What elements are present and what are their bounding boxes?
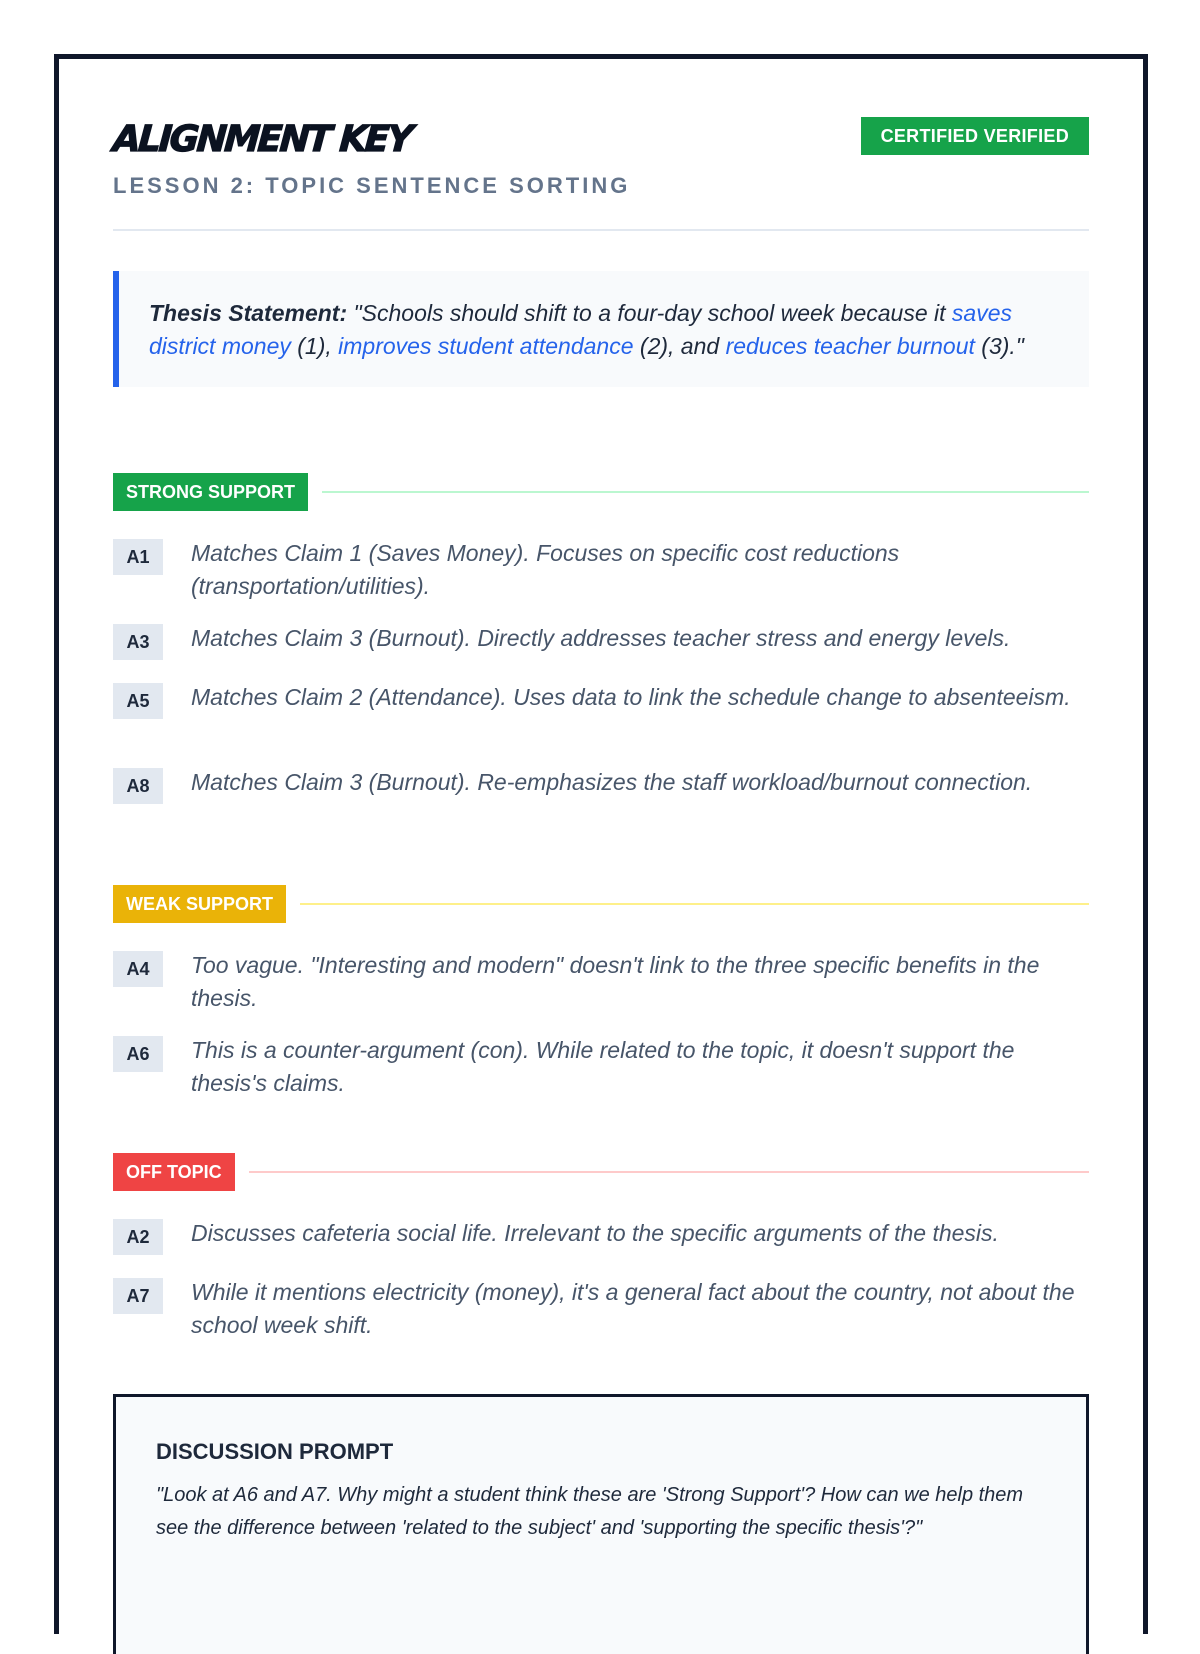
item-code: A7 <box>113 1278 163 1314</box>
status-badge: CERTIFIED VERIFIED <box>861 117 1089 155</box>
weak-support-divider <box>300 903 1089 905</box>
alignment-key-sheet <box>54 54 1148 1634</box>
thesis-label: Thesis Statement: <box>149 300 348 326</box>
item-description: This is a counter-argument (con). While related to the topic, it doesn't support the thesis's claims. <box>191 1037 1015 1096</box>
thesis-claim-3-number: (3)." <box>974 333 1024 359</box>
discussion-title: DISCUSSION PROMPT <box>156 1439 394 1464</box>
item-code: A5 <box>113 683 163 719</box>
off-topic-divider <box>249 1171 1089 1173</box>
item-description: Matches Claim 1 (Saves Money). Focuses on specific cost reductions (transportation/utilities). <box>191 540 900 599</box>
weak-support-badge: WEAK SUPPORT <box>113 885 286 923</box>
weak-support-header <box>113 885 1089 923</box>
strong-support-divider <box>322 491 1089 493</box>
thesis-claim-1-number: (1), <box>290 333 339 359</box>
item-description: Too vague. "Interesting and modern" doesn't link to the three specific benefits in the thesis. <box>191 952 1040 1011</box>
item-code: A1 <box>113 539 163 575</box>
discussion-text: "Look at A6 and A7. Why might a student think these are 'Strong Support'? How can we help them see the difference between 'related to the subject' and 'supporting the specific thesis'?" <box>156 1484 1024 1539</box>
lesson-subtitle: LESSON 2: TOPIC SENTENCE SORTING <box>113 173 631 198</box>
off-topic-badge: OFF TOPIC <box>113 1153 235 1191</box>
item-description: While it mentions electricity (money), it's a general fact about the country, not about the school week shift. <box>191 1279 1075 1338</box>
thesis-callout <box>113 271 1089 387</box>
off-topic-header <box>113 1153 1089 1191</box>
item-description: Discusses cafeteria social life. Irrelevant to the specific arguments of the thesis. <box>191 1220 999 1246</box>
thesis-claim-2: improves student attendance <box>338 333 634 359</box>
item-description: Matches Claim 3 (Burnout). Re-emphasizes the staff workload/burnout connection. <box>191 769 1033 795</box>
discussion-prompt-box <box>113 1394 1089 1654</box>
page-title: ALIGNMENT KEY <box>111 119 413 160</box>
header-divider <box>113 229 1089 231</box>
strong-support-badge: STRONG SUPPORT <box>113 473 308 511</box>
item-code: A2 <box>113 1219 163 1255</box>
item-code: A3 <box>113 624 163 660</box>
item-description: Matches Claim 2 (Attendance). Uses data to link the schedule change to absenteeism. <box>191 684 1071 710</box>
thesis-text: "Schools should shift to a four-day school week because it <box>353 300 952 326</box>
item-code: A6 <box>113 1036 163 1072</box>
thesis-claim-1: saves district money <box>149 300 1013 359</box>
thesis-claim-2-number: (2), and <box>633 333 726 359</box>
item-description: Matches Claim 3 (Burnout). Directly addresses teacher stress and energy levels. <box>191 625 1011 651</box>
strong-support-header <box>113 473 1089 511</box>
thesis-claim-3: reduces teacher burnout <box>725 333 975 359</box>
item-code: A4 <box>113 951 163 987</box>
item-code: A8 <box>113 768 163 804</box>
